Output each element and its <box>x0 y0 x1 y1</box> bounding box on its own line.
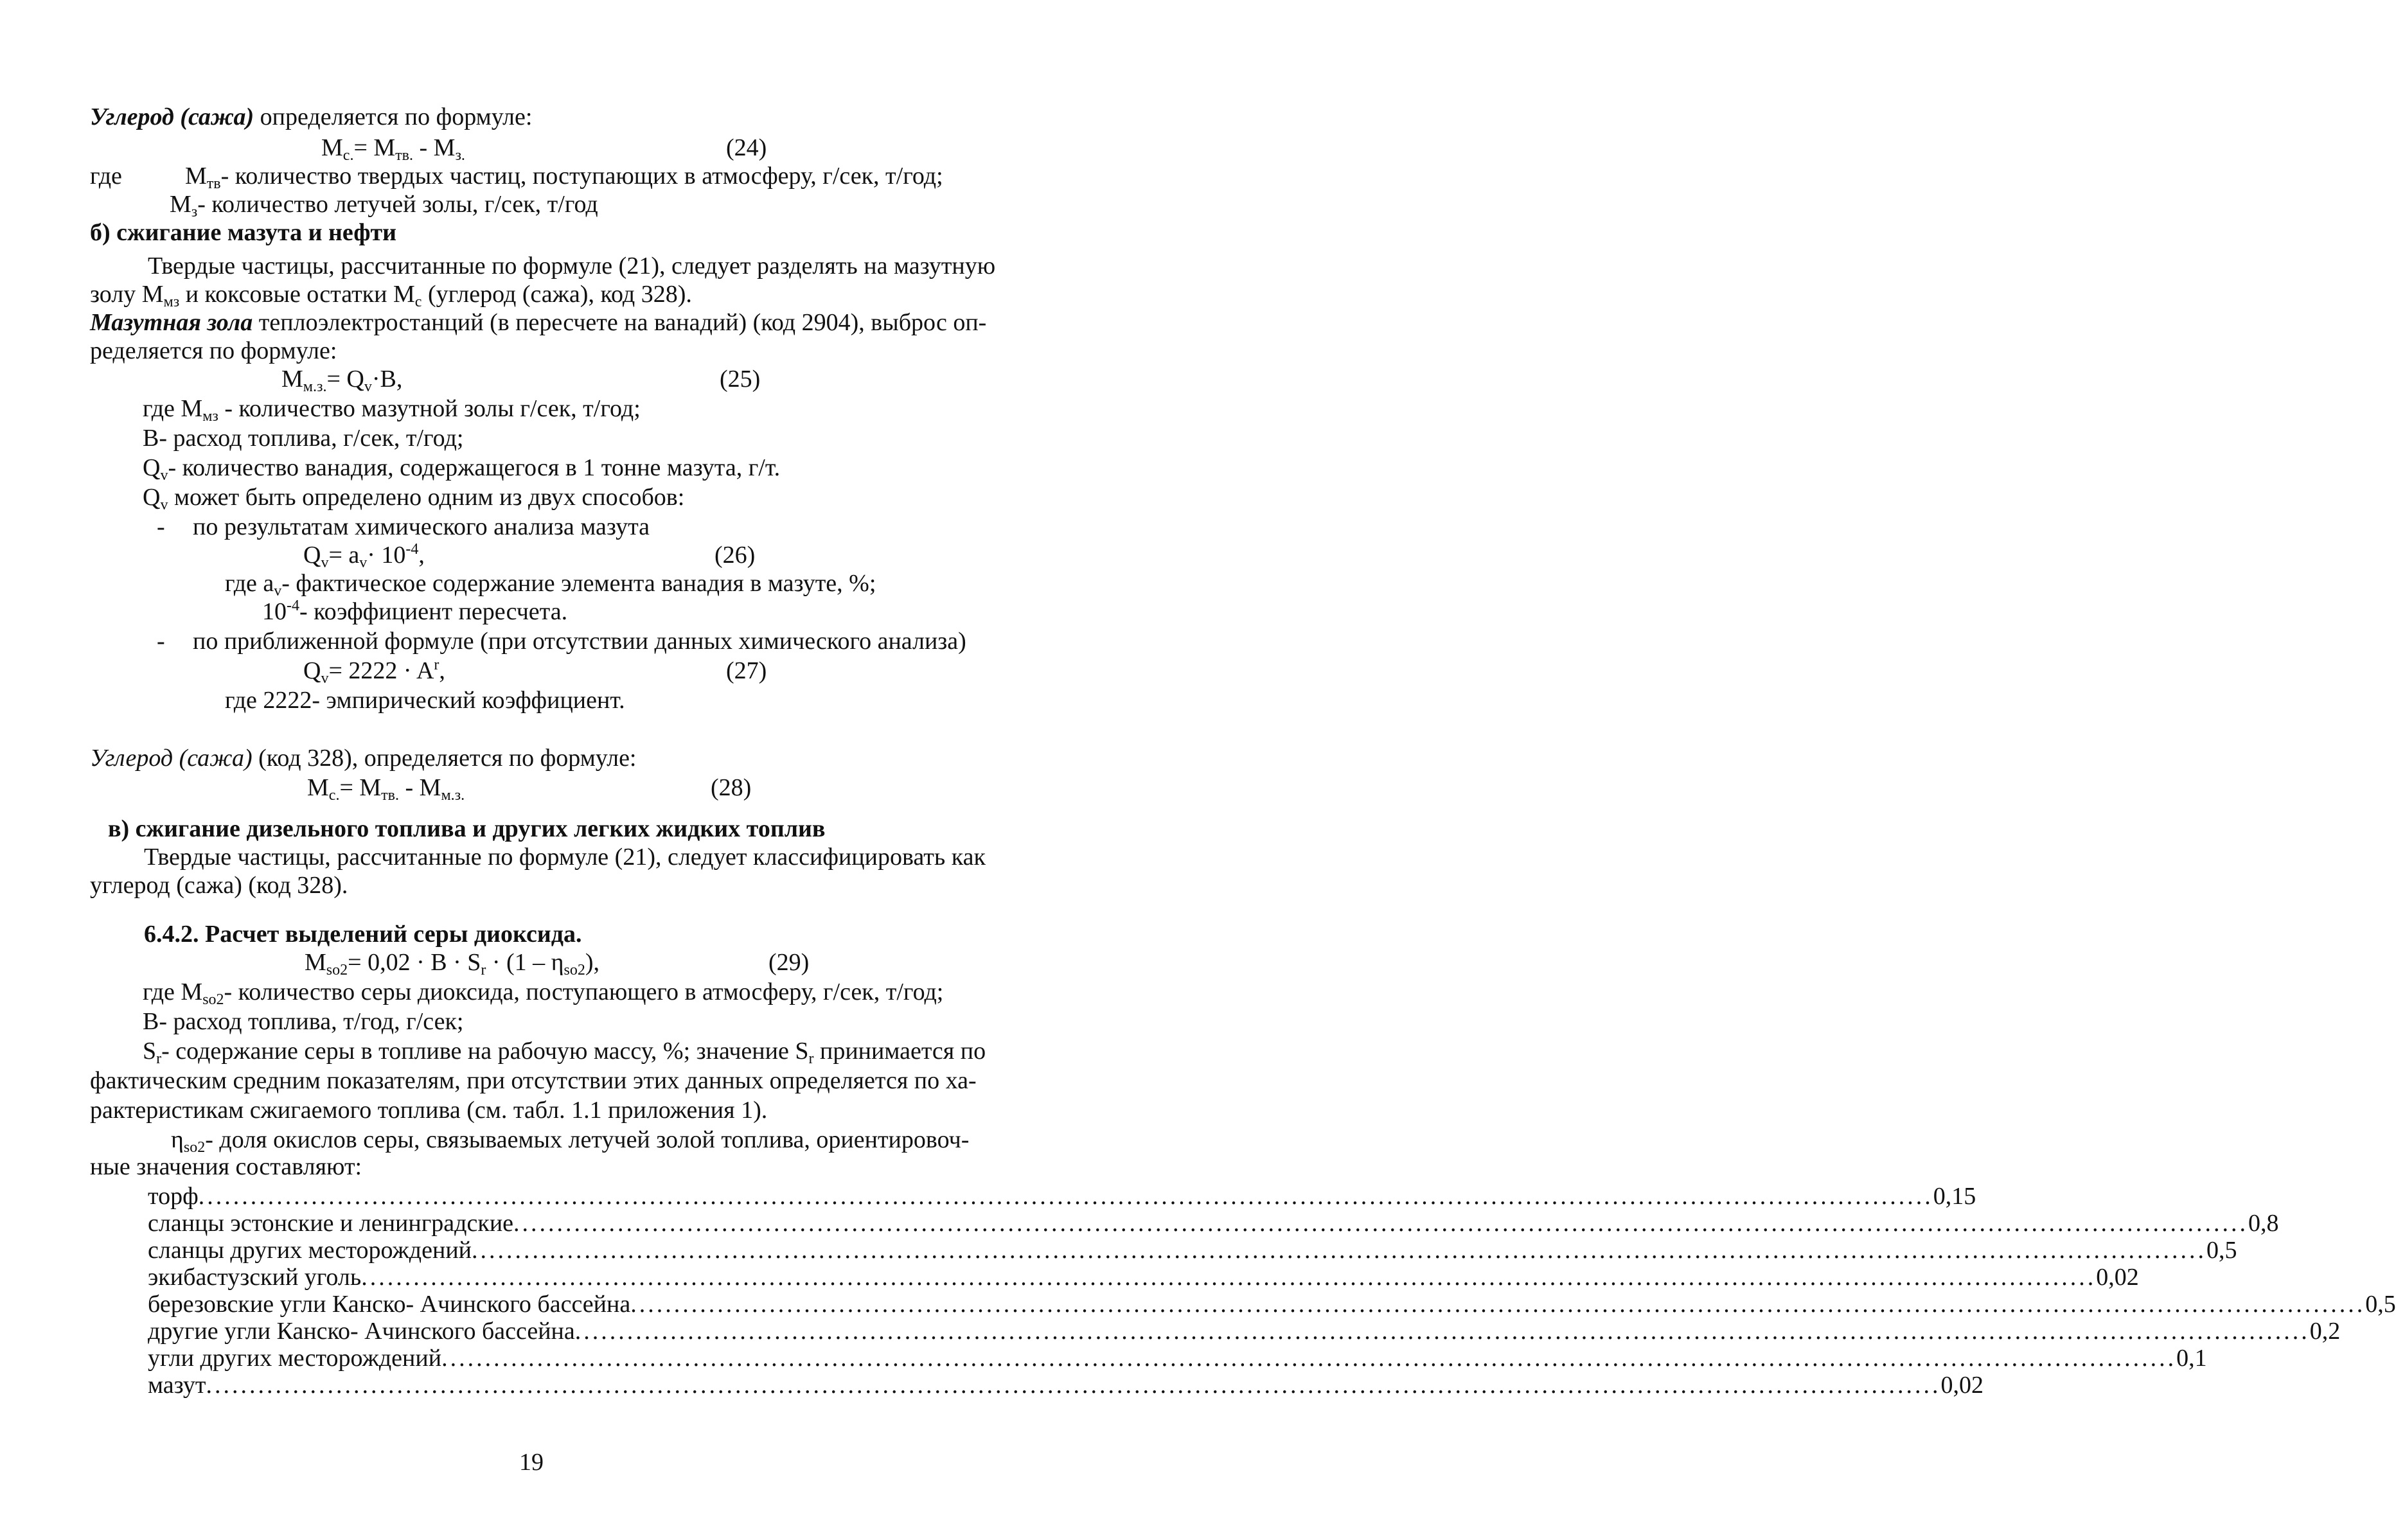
dot-leader: ........................................................................................................................................................................................................ <box>574 1318 2310 1345</box>
fuel-value: 0,15 <box>1933 1183 1976 1210</box>
dot-leader: ........................................................................................................................................................................................................ <box>472 1237 2207 1264</box>
fuel-list-item <box>148 1344 2207 1372</box>
formula-26-number: (26) <box>714 542 756 569</box>
fuel-label: сланцы эстонские и ленинградские <box>148 1210 514 1237</box>
formula-28: $M_{c.}= M_{тв.} - M_{м.з.}$ <box>307 774 465 804</box>
definition-mz: $M_з-$ количество летучей золы, г/сек, т/год <box>170 191 598 220</box>
formula-27: $Q_v= 2222 \cdot A^r$, <box>303 657 445 687</box>
fuel-value: 0,02 <box>2096 1264 2139 1291</box>
definition-qv: $Q_v-$ количество ванадия, содержащегося в 1 тонне мазута, г/т. <box>143 454 781 484</box>
section-642-heading: 6.4.2. Расчет выделений серы диоксида. <box>144 921 582 948</box>
fuel-list-item <box>148 1209 2279 1237</box>
definition-sr-line2: фактическим средним показателям, при отсутствии этих данных определяется по ха- <box>90 1067 977 1094</box>
bullet-1: - <box>157 513 165 540</box>
where-label-24: где <box>90 163 122 190</box>
dot-leader: ........................................................................................................................................................................................................ <box>513 1210 2249 1237</box>
carbon-fuel-oil-intro: Углерод (сажа) (код 328), определяется по формуле: <box>90 745 637 772</box>
fuel-list-item <box>148 1290 2396 1318</box>
definition-b-29: В- расход топлива, т/год, г/сек; <box>143 1008 464 1035</box>
formula-25: $M_{м.з.}= Q_v\cdot B$, <box>281 366 403 395</box>
fuel-label: торф <box>148 1183 199 1210</box>
dot-leader: ........................................................................................................................................................................................................ <box>630 1291 2366 1318</box>
fuel-value: 0,02 <box>1940 1372 1983 1399</box>
bullet-2: - <box>157 628 165 655</box>
dot-leader: ........................................................................................................................................................................................................ <box>206 1372 1941 1399</box>
fuel-list-item <box>148 1236 2237 1264</box>
formula-28-number: (28) <box>711 774 752 801</box>
formula-25-number: (25) <box>720 366 761 393</box>
fuel-list-item <box>148 1371 1983 1399</box>
definition-sr-line1: $S_r-$ содержание серы в топливе на рабочую массу, %; значение $S_r$ принимается по <box>143 1038 986 1067</box>
fuel-label: другие угли Канско- Ачинского бассейна <box>148 1318 575 1345</box>
page-number: 19 <box>519 1449 544 1476</box>
fuel-label: березовские угли Канско- Ачинского бассейна <box>148 1291 631 1318</box>
section-v-heading: в) сжигание дизельного топлива и других легких жидких топлив <box>108 815 826 842</box>
definition-mso2: где $M_{so2}-$ количество серы диоксида, поступающего в атмосферу, г/сек, т/год; <box>143 978 944 1008</box>
fuel-list-item <box>148 1182 1976 1210</box>
formula-24-number: (24) <box>726 134 767 161</box>
formula-26: $Q_v= a_v\cdot 10^{-4}$, <box>303 541 425 571</box>
carbon-intro-text: определяется по формуле: <box>254 103 533 130</box>
formula-27-number: (27) <box>726 657 767 684</box>
fuel-label: экибастузский уголь <box>148 1264 362 1291</box>
fuel-value: 0,5 <box>2206 1237 2237 1264</box>
fuel-label: угли других месторождений <box>148 1345 442 1372</box>
section-b-heading: б) сжигание мазута и нефти <box>90 219 397 246</box>
fuel-label: сланцы других месторождений <box>148 1237 472 1264</box>
definition-av: где $a_v-$ фактическое содержание элемента ванадия в мазуте, %; <box>225 570 876 599</box>
carbon-intro-line <box>90 103 532 131</box>
method-1-text: по результатам химического анализа мазута <box>193 513 650 540</box>
method-2-text: по приближенной формуле (при отсутствии данных химического анализа) <box>193 628 966 655</box>
mazut-ash-line2: ределяется по формуле: <box>90 337 337 364</box>
fuel-value: 0,1 <box>2176 1345 2207 1372</box>
formula-29-number: (29) <box>768 949 810 976</box>
fuel-label: мазут <box>148 1372 206 1399</box>
definition-2222: где 2222- эмпирический коэффициент. <box>225 687 625 714</box>
fuel-value: 0,8 <box>2248 1210 2279 1237</box>
fuel-value: 0,5 <box>2365 1291 2396 1318</box>
mazut-ash-line1: Мазутная зола теплоэлектростанций (в пересчете на ванадий) (код 2904), выброс оп- <box>90 309 987 336</box>
definition-eta-line1: $\eta_{so2}-$ доля окислов серы, связываемых летучей золой топлива, ориентировоч- <box>171 1126 970 1156</box>
carbon-fuel-oil-heading: Углерод (сажа) <box>90 745 253 772</box>
definition-coefficient: $10^{-4}-$ коэффициент пересчета. <box>262 597 568 625</box>
dot-leader: ........................................................................................................................................................................................................ <box>441 1345 2177 1372</box>
formula-24: $M_{c.}= M_{тв.} - M_{з.}$ <box>321 134 465 164</box>
qv-methods-line: $Q_v$ может быть определено одним из двух способов: <box>143 484 685 513</box>
definition-mmz: где $M_{мз}$ - количество мазутной золы г/сек, т/год; <box>143 395 641 425</box>
formula-29: $M_{so2}= 0,02 \cdot B \cdot S_r \cdot (1 - \eta_{so2})$, <box>305 949 600 978</box>
section-b-para-line1: Твердые частицы, рассчитанные по формуле (21), следует разделять на мазутную <box>148 252 996 279</box>
fuel-value: 0,2 <box>2309 1318 2341 1345</box>
mazut-ash-heading: Мазутная зола <box>90 309 253 336</box>
section-v-line2: углерод (сажа) (код 328). <box>90 872 348 899</box>
dot-leader: ........................................................................................................................................................................................................ <box>361 1264 2097 1291</box>
carbon-heading: Углерод (сажа) <box>90 103 254 130</box>
fuel-list-item <box>148 1263 2139 1291</box>
section-b-para-line2: золу $M_{мз}$ и коксовые остатки $M_c$ (углерод (сажа), код 328). <box>90 281 692 310</box>
dot-leader: ........................................................................................................................................................................................................ <box>198 1183 1933 1210</box>
section-v-line1: Твердые частицы, рассчитанные по формуле (21), следует классифицировать как <box>144 844 986 871</box>
definition-mtv: $M_{тв}-$ количество твердых частиц, поступающих в атмосферу, г/сек, т/год; <box>185 163 943 192</box>
definition-eta-line2: ные значения составляют: <box>90 1153 362 1180</box>
definition-b-25: В- расход топлива, г/сек, т/год; <box>143 425 464 452</box>
definition-sr-line3: рактеристикам сжигаемого топлива (см. табл. 1.1 приложения 1). <box>90 1097 768 1124</box>
fuel-list-item <box>148 1317 2341 1345</box>
